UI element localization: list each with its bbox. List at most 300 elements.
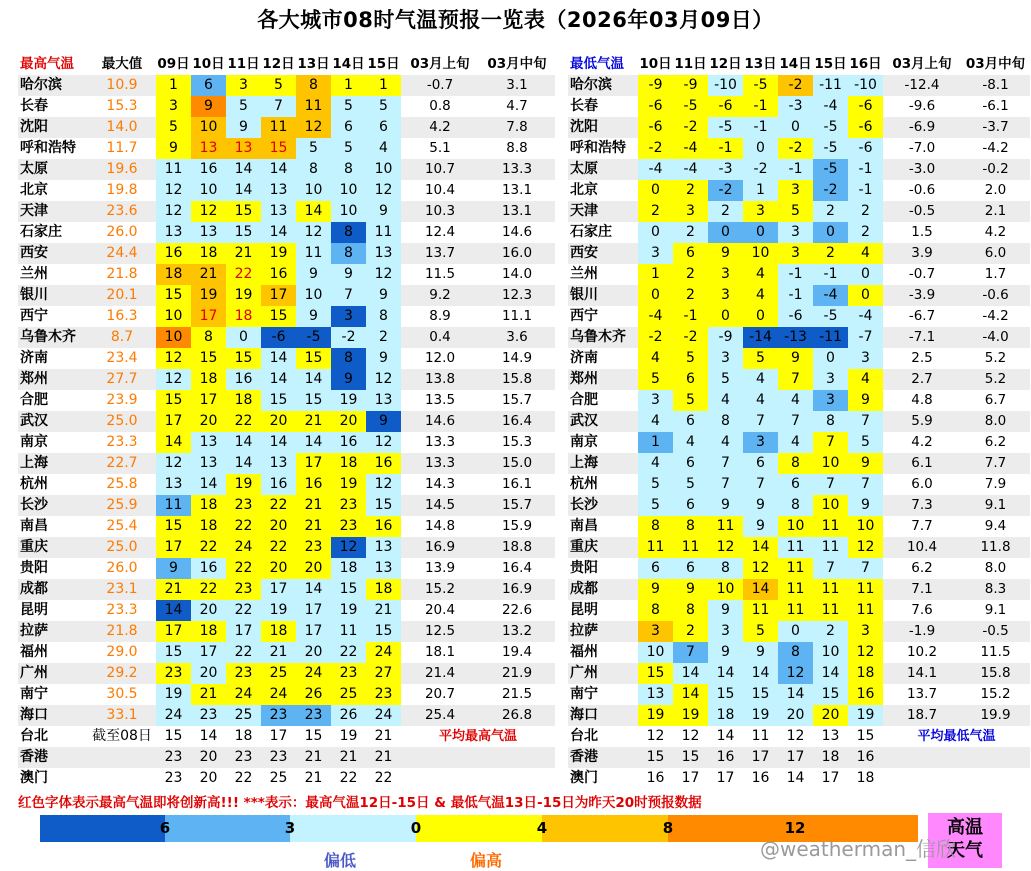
high-temp-cell: 13 — [191, 138, 226, 159]
low-temp-cell: 4 — [638, 411, 673, 432]
high-table-row — [18, 411, 555, 432]
low-temp-cell: 14 — [673, 663, 708, 684]
high-temp-cell: 12 — [156, 453, 191, 474]
avg-high-early: 10.4 — [401, 180, 479, 201]
high-temp-cell: 3 — [331, 306, 366, 327]
max-record: 33.1 — [88, 705, 156, 726]
city-name: 南宁 — [18, 684, 88, 705]
max-record: 22.7 — [88, 453, 156, 474]
high-temp-cell: 21 — [366, 726, 401, 747]
high-temp-cell: 14 — [226, 453, 261, 474]
high-temp-cell: 20 — [296, 642, 331, 663]
low-temp-cell: 11 — [778, 558, 813, 579]
avg-low-early: -3.9 — [883, 285, 961, 306]
high-temp-cell: 22 — [226, 516, 261, 537]
avg-low-early: -0.7 — [883, 264, 961, 285]
high-col-header: 11日 — [227, 56, 260, 72]
low-temp-cell: -1 — [673, 306, 708, 327]
scale-tick: 3 — [284, 819, 296, 837]
high-temp-cell: 23 — [191, 705, 226, 726]
low-temp-cell: 12 — [708, 537, 743, 558]
max-record: 16.3 — [88, 306, 156, 327]
high-temp-cell: 8 — [191, 327, 226, 348]
low-temp-cell: 7 — [848, 411, 883, 432]
avg-high-early: 16.9 — [401, 537, 479, 558]
high-temp-cell: 20 — [261, 516, 296, 537]
high-temp-cell: 27 — [366, 663, 401, 684]
high-temp-cell: 15 — [226, 201, 261, 222]
max-record: 26.0 — [88, 222, 156, 243]
high-temp-cell: 23 — [226, 495, 261, 516]
city-name: 海口 — [568, 705, 638, 726]
max-record: 19.6 — [88, 159, 156, 180]
high-temp-cell: 25 — [261, 768, 296, 789]
low-temp-cell: 4 — [848, 369, 883, 390]
avg-low-mid: 19.9 — [961, 705, 1030, 726]
low-temp-cell: 20 — [813, 705, 848, 726]
city-name: 南京 — [568, 432, 638, 453]
low-temp-cell: -1 — [778, 159, 813, 180]
avg-high-mid: 16.9 — [479, 579, 555, 600]
avg-high-early: 13.5 — [401, 390, 479, 411]
low-temp-cell: 7 — [813, 558, 848, 579]
low-temp-cell: -10 — [848, 75, 883, 96]
low-temp-cell: 4 — [743, 285, 778, 306]
low-temp-cell: 3 — [708, 264, 743, 285]
high-temp-cell: 21 — [296, 495, 331, 516]
high-temp-cell: 9 — [366, 201, 401, 222]
avg-low-mid: 5.2 — [961, 348, 1030, 369]
avg-high-mid: 8.8 — [479, 138, 555, 159]
high-temp-cell: 22 — [191, 579, 226, 600]
high-temp-cell: 4 — [366, 138, 401, 159]
high-table-row — [18, 222, 555, 243]
high-temp-cell: 18 — [331, 453, 366, 474]
low-temp-cell: -1 — [708, 138, 743, 159]
high-temp-cell: -6 — [261, 327, 296, 348]
city-name: 长春 — [18, 96, 88, 117]
avg-high-mid: 26.8 — [479, 705, 555, 726]
low-temp-cell: 14 — [708, 726, 743, 747]
low-temp-cell: -2 — [638, 138, 673, 159]
high-temp-cell: 25 — [261, 663, 296, 684]
city-name: 武汉 — [18, 411, 88, 432]
low-temp-cell: 8 — [778, 642, 813, 663]
low-temp-cell: 12 — [778, 726, 813, 747]
high-table-row — [18, 201, 555, 222]
high-temp-cell: 9 — [296, 264, 331, 285]
high-temp-cell: 15 — [261, 390, 296, 411]
avg-low-mid: 9.4 — [961, 516, 1030, 537]
high-temp-cell: 21 — [191, 264, 226, 285]
high-temp-cell: 5 — [331, 96, 366, 117]
avg-low-mid: 5.2 — [961, 369, 1030, 390]
high-temp-cell: 9 — [296, 306, 331, 327]
low-temp-cell: 7 — [778, 411, 813, 432]
high-temp-cell: 14 — [191, 726, 226, 747]
low-temp-cell: 3 — [848, 348, 883, 369]
avg-high-early: 12.0 — [401, 348, 479, 369]
high-table-row — [18, 264, 555, 285]
high-temp-cell: 13 — [261, 180, 296, 201]
low-temp-cell: 10 — [848, 516, 883, 537]
avg-high-early: 5.1 — [401, 138, 479, 159]
high-temp-cell: 11 — [296, 243, 331, 264]
low-temp-cell: 0 — [638, 180, 673, 201]
data-cutoff-label — [88, 768, 156, 789]
high-temp-cell: 14 — [226, 159, 261, 180]
avg-high-early: 14.5 — [401, 495, 479, 516]
high-temp-cell: 18 — [226, 390, 261, 411]
avg-low-mid: 2.0 — [961, 180, 1030, 201]
city-name: 海口 — [18, 705, 88, 726]
low-temp-cell: 15 — [813, 684, 848, 705]
low-temp-cell: -6 — [708, 96, 743, 117]
low-temp-cell: 14 — [813, 663, 848, 684]
high-temp-cell: 6 — [366, 117, 401, 138]
high-temp-cell: 5 — [261, 75, 296, 96]
high-temp-cell: 11 — [156, 495, 191, 516]
high-table-row — [18, 768, 555, 789]
avg-low-mid: 8.0 — [961, 558, 1030, 579]
low-temp-cell: -6 — [778, 306, 813, 327]
avg-low-early: -0.6 — [883, 180, 961, 201]
avg-high-mid: 15.7 — [479, 390, 555, 411]
high-temp-cell: 16 — [296, 474, 331, 495]
avg-low-early: 14.1 — [883, 663, 961, 684]
avg-high-mid: 11.1 — [479, 306, 555, 327]
scale-tick: 8 — [662, 819, 674, 837]
high-temp-cell: 8 — [366, 306, 401, 327]
avg-low-early: 1.5 — [883, 222, 961, 243]
high-temp-cell: 23 — [226, 747, 261, 768]
low-temp-cell: 3 — [638, 243, 673, 264]
city-name: 武汉 — [568, 411, 638, 432]
low-temp-cell: 17 — [673, 768, 708, 789]
high-temp-cell: 14 — [261, 369, 296, 390]
city-name: 北京 — [568, 180, 638, 201]
city-name: 西宁 — [568, 306, 638, 327]
high-temp-cell: 7 — [331, 285, 366, 306]
low-temp-cell: 10 — [813, 495, 848, 516]
low-temp-cell: 3 — [743, 201, 778, 222]
low-temp-cell: 2 — [673, 621, 708, 642]
low-temp-cell: -4 — [813, 285, 848, 306]
high-temp-cell: 13 — [366, 243, 401, 264]
low-temp-cell: 3 — [813, 369, 848, 390]
avg-low-early: -3.0 — [883, 159, 961, 180]
low-temp-cell: 2 — [813, 621, 848, 642]
city-name: 石家庄 — [568, 222, 638, 243]
high-temp-cell: 9 — [366, 411, 401, 432]
max-record: 11.7 — [88, 138, 156, 159]
high-temp-cell: 10 — [191, 117, 226, 138]
avg-low-mid: 7.7 — [961, 453, 1030, 474]
high-temp-cell: 19 — [261, 243, 296, 264]
low-temp-cell: 9 — [848, 390, 883, 411]
city-name: 银川 — [18, 285, 88, 306]
low-temp-cell: 6 — [673, 411, 708, 432]
low-temp-cell: -6 — [848, 138, 883, 159]
low-temp-cell: -10 — [708, 75, 743, 96]
avg-high-mid: 12.3 — [479, 285, 555, 306]
avg-high-early: 13.8 — [401, 369, 479, 390]
low-temp-cell: 4 — [778, 390, 813, 411]
high-table-row — [18, 306, 555, 327]
high-temp-cell: 13 — [191, 432, 226, 453]
city-name: 太原 — [18, 159, 88, 180]
avg-low-early: 13.7 — [883, 684, 961, 705]
high-temp-cell: 20 — [261, 411, 296, 432]
low-temp-cell: 5 — [778, 201, 813, 222]
low-temp-cell: 0 — [848, 285, 883, 306]
high-table-row — [18, 369, 555, 390]
avg-low-mid: -4.2 — [961, 306, 1030, 327]
low-table-row — [568, 432, 1030, 453]
low-temp-cell: 10 — [778, 516, 813, 537]
avg-high-early: 14.6 — [401, 411, 479, 432]
high-col-header: 14日 — [332, 56, 365, 72]
city-name: 台北 — [18, 726, 88, 747]
max-record: 23.4 — [88, 348, 156, 369]
low-temp-cell: 19 — [848, 705, 883, 726]
low-temp-cell: 4 — [673, 432, 708, 453]
high-temp-cell: 23 — [331, 663, 366, 684]
high-temp-cell: 20 — [191, 747, 226, 768]
low-temp-cell: 12 — [848, 537, 883, 558]
scale-tick: 0 — [410, 819, 422, 837]
low-temp-cell: 10 — [813, 453, 848, 474]
high-temp-cell: 19 — [226, 474, 261, 495]
high-temp-cell: 19 — [331, 474, 366, 495]
high-temp-cell: 11 — [296, 96, 331, 117]
avg-high-early: 13.3 — [401, 453, 479, 474]
high-table-row — [18, 75, 555, 96]
high-temp-cell: 18 — [191, 495, 226, 516]
city-name: 南昌 — [18, 516, 88, 537]
scale-tick: 12 — [784, 819, 806, 837]
high-temp-cell: 10 — [191, 180, 226, 201]
avg-low-early: -6.9 — [883, 117, 961, 138]
high-temp-cell: 23 — [226, 579, 261, 600]
avg-high-early: -0.7 — [401, 75, 479, 96]
avg-low-early: 7.1 — [883, 579, 961, 600]
low-temp-cell: 11 — [848, 600, 883, 621]
avg-high-note — [401, 768, 555, 789]
high-table-row — [18, 327, 555, 348]
high-temp-cell: 17 — [191, 306, 226, 327]
low-col-header: 10日 — [639, 56, 672, 72]
low-col-header: 16日 — [849, 56, 882, 72]
high-temp-cell: 16 — [156, 243, 191, 264]
high-temp-cell: 14 — [226, 180, 261, 201]
low-temp-cell: 7 — [813, 432, 848, 453]
avg-high-mid: 13.2 — [479, 621, 555, 642]
avg-high-mid: 3.1 — [479, 75, 555, 96]
city-name: 郑州 — [568, 369, 638, 390]
low-temp-cell: 6 — [673, 558, 708, 579]
high-temp-cell: 16 — [366, 453, 401, 474]
city-name: 贵阳 — [568, 558, 638, 579]
low-temp-cell: 0 — [813, 222, 848, 243]
high-temp-cell: 13 — [226, 138, 261, 159]
high-temp-cell: 21 — [191, 684, 226, 705]
avg-low-mid: 11.5 — [961, 642, 1030, 663]
high-temp-cell: 12 — [296, 222, 331, 243]
avg-high-early: 25.4 — [401, 705, 479, 726]
high-table-row — [18, 453, 555, 474]
high-temp-cell: 14 — [296, 579, 331, 600]
city-name: 南宁 — [568, 684, 638, 705]
low-header-row — [568, 54, 1030, 75]
city-name: 南昌 — [568, 516, 638, 537]
high-temp-cell: 10 — [296, 285, 331, 306]
low-temp-cell: 4 — [638, 453, 673, 474]
low-corner-label: 最低气温 — [570, 56, 624, 72]
high-temp-cell: 20 — [191, 411, 226, 432]
avg-high-mid: 18.8 — [479, 537, 555, 558]
low-temp-cell: 6 — [743, 453, 778, 474]
high-temp-cell: 15 — [261, 138, 296, 159]
low-temp-cell: 2 — [638, 201, 673, 222]
city-name: 澳门 — [568, 768, 638, 789]
low-table-row — [568, 516, 1030, 537]
high-temp-cell: 3 — [156, 96, 191, 117]
city-name: 杭州 — [568, 474, 638, 495]
low-temp-cell: -5 — [743, 75, 778, 96]
high-temp-cell: 21 — [366, 747, 401, 768]
low-temp-cell: 4 — [638, 348, 673, 369]
avg-low-mid: -3.7 — [961, 117, 1030, 138]
low-temp-cell: 1 — [638, 264, 673, 285]
city-name: 拉萨 — [18, 621, 88, 642]
avg-low-mid: -8.1 — [961, 75, 1030, 96]
avg-high-early: 0.8 — [401, 96, 479, 117]
avg-high-mid: 13.1 — [479, 180, 555, 201]
avg-low-early: 6.0 — [883, 474, 961, 495]
city-name: 南京 — [18, 432, 88, 453]
low-temp-cell: 8 — [778, 495, 813, 516]
max-record: 30.5 — [88, 684, 156, 705]
low-temp-cell: -5 — [673, 96, 708, 117]
high-temp-cell: 21 — [296, 768, 331, 789]
high-temp-cell: 25 — [331, 684, 366, 705]
low-temp-cell: 0 — [638, 285, 673, 306]
avg-high-mid: 13.1 — [479, 201, 555, 222]
avg-high-mid: 15.7 — [479, 495, 555, 516]
low-table-row — [568, 159, 1030, 180]
low-temp-cell: 0 — [708, 306, 743, 327]
low-temp-cell: 11 — [743, 726, 778, 747]
avg-low-mid: 7.9 — [961, 474, 1030, 495]
low-temp-cell: 12 — [743, 558, 778, 579]
high-temp-cell: 5 — [226, 96, 261, 117]
high-table-row — [18, 516, 555, 537]
low-temp-cell: 0 — [848, 264, 883, 285]
low-table-row — [568, 684, 1030, 705]
low-table-row — [568, 453, 1030, 474]
max-record: 10.9 — [88, 75, 156, 96]
low-temp-cell: 14 — [708, 663, 743, 684]
high-temp-cell: 13 — [366, 558, 401, 579]
low-temp-cell: 5 — [673, 474, 708, 495]
low-table-row — [568, 747, 1030, 768]
high-temp-cell: 16 — [261, 474, 296, 495]
low-temp-cell: 5 — [638, 474, 673, 495]
city-name: 石家庄 — [18, 222, 88, 243]
high-temp-cell: 18 — [261, 621, 296, 642]
low-temp-cell: -2 — [638, 327, 673, 348]
low-temp-cell: 12 — [673, 726, 708, 747]
low-temp-cell: 7 — [848, 474, 883, 495]
high-temp-cell: 12 — [331, 537, 366, 558]
avg-low-early: 4.2 — [883, 432, 961, 453]
low-temp-cell: 7 — [848, 558, 883, 579]
low-temp-cell: 3 — [638, 390, 673, 411]
high-temp-cell: 20 — [191, 663, 226, 684]
avg-low-early: 6.1 — [883, 453, 961, 474]
low-table-row — [568, 306, 1030, 327]
low-temp-cell: -13 — [778, 327, 813, 348]
city-name: 长沙 — [18, 495, 88, 516]
low-temp-cell: 3 — [778, 180, 813, 201]
low-temp-cell: -2 — [813, 180, 848, 201]
high-temp-cell: 23 — [261, 747, 296, 768]
low-temp-cell: 12 — [848, 642, 883, 663]
high-temp-cell: 5 — [331, 138, 366, 159]
high-temp-cell: 2 — [366, 327, 401, 348]
low-temp-cell: 8 — [778, 453, 813, 474]
scale-seg-warm-8 — [542, 815, 668, 842]
city-name: 银川 — [568, 285, 638, 306]
avg-low-note — [883, 768, 1030, 789]
avg-high-mid: 19.4 — [479, 642, 555, 663]
low-temp-cell: -4 — [673, 138, 708, 159]
high-temp-cell: 13 — [261, 453, 296, 474]
low-temp-cell: 3 — [813, 390, 848, 411]
high-temperature-table — [18, 54, 555, 789]
avg-low-mid: 15.8 — [961, 663, 1030, 684]
low-temp-cell: 15 — [673, 747, 708, 768]
low-temp-cell: -14 — [743, 327, 778, 348]
avg-high-mid: 4.7 — [479, 96, 555, 117]
low-temp-cell: 9 — [708, 243, 743, 264]
low-temp-cell: 19 — [673, 705, 708, 726]
watermark: @weatherman_信欣 — [760, 837, 957, 861]
avg-high-note: 平均最高气温 — [401, 726, 555, 747]
high-temp-cell: 16 — [331, 432, 366, 453]
high-temp-cell: 8 — [331, 348, 366, 369]
city-name: 长春 — [568, 96, 638, 117]
avg-high-mid: 16.4 — [479, 411, 555, 432]
city-name: 广州 — [568, 663, 638, 684]
low-temp-cell: 9 — [743, 642, 778, 663]
low-col-header: 13日 — [744, 56, 777, 72]
low-temp-cell: 18 — [848, 768, 883, 789]
low-temp-cell: 19 — [743, 705, 778, 726]
legend-low-label: 偏低 — [324, 851, 357, 870]
footnote: 红色字体表示最高气温即将创新高!!! ***表示：最高气温12日-15日 & 最低气温13日-15日为昨天20时预报数据 — [18, 795, 702, 811]
high-temp-cell: 22 — [366, 768, 401, 789]
high-temp-cell: 15 — [156, 726, 191, 747]
data-cutoff-label: 截至08日 — [88, 726, 156, 747]
low-table-row — [568, 474, 1030, 495]
max-record: 29.0 — [88, 642, 156, 663]
high-temp-cell: 13 — [191, 222, 226, 243]
high-temp-cell: 16 — [191, 558, 226, 579]
high-temp-cell: 18 — [191, 516, 226, 537]
high-temp-cell: 22 — [331, 768, 366, 789]
